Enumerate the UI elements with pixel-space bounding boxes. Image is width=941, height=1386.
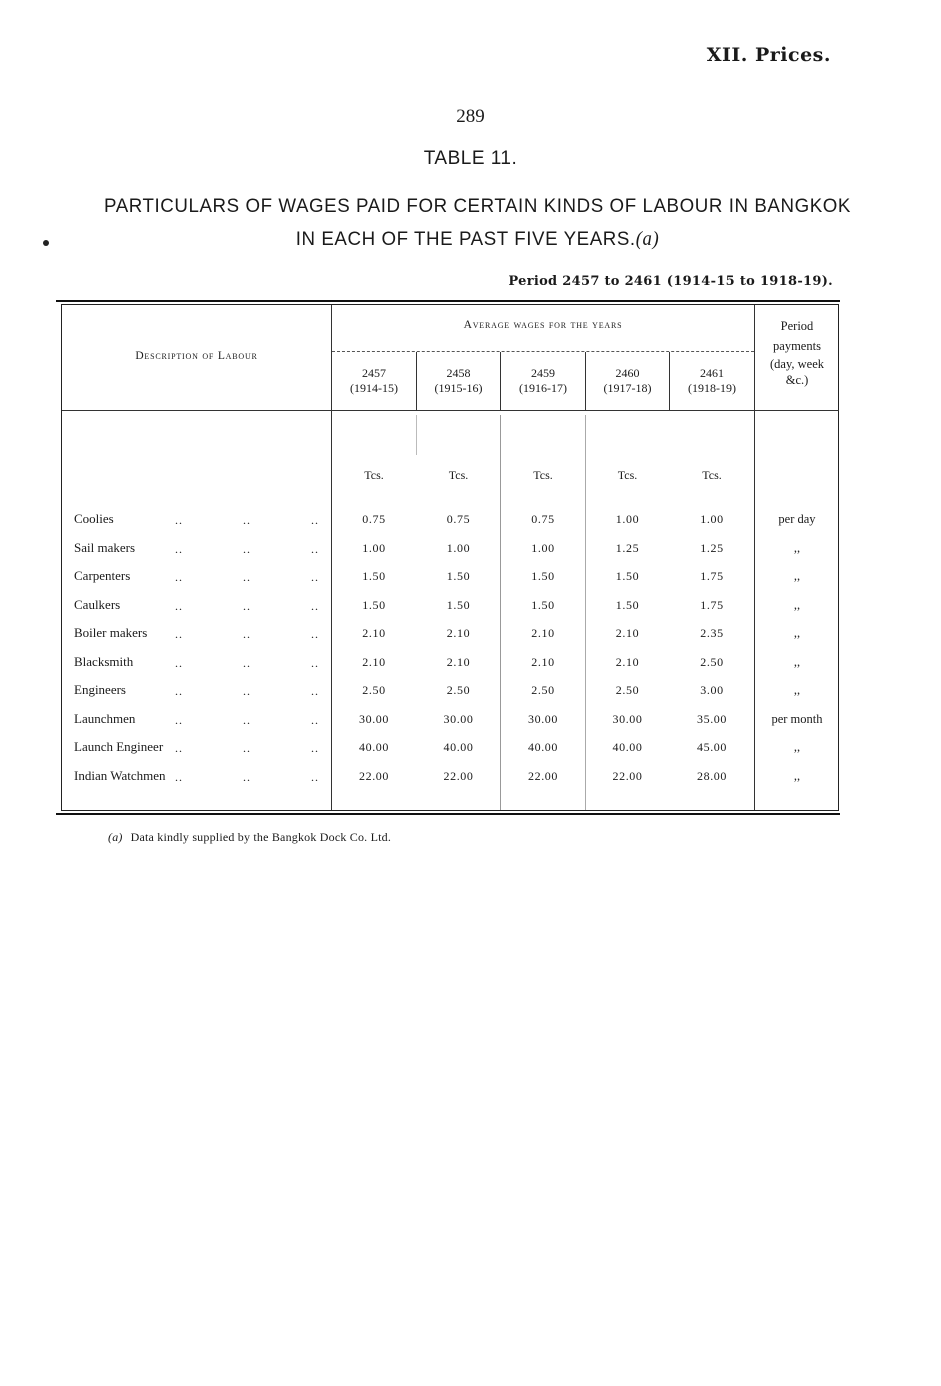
wage-cell: 1.00 bbox=[531, 541, 555, 555]
wage-cell: 40.00 bbox=[528, 740, 558, 754]
row-label: Engineers bbox=[74, 682, 126, 697]
year-ce: (1916-17) bbox=[519, 381, 567, 395]
period-cell: per month bbox=[771, 712, 823, 726]
leader-dots: .. bbox=[311, 599, 319, 613]
wage-cell: 2.50 bbox=[615, 683, 640, 697]
leader-dots: .. bbox=[243, 513, 251, 527]
leader-dots: .. bbox=[175, 542, 183, 556]
wage-cell: 2.50 bbox=[531, 683, 555, 697]
leader-dots: .. bbox=[175, 513, 183, 527]
leader-dots: .. bbox=[175, 656, 183, 670]
header-bottom-rule bbox=[62, 410, 839, 411]
leader-dots: .. bbox=[311, 713, 319, 727]
wage-cell: 2.10 bbox=[362, 655, 386, 669]
footnote-mark: (a) bbox=[108, 830, 123, 844]
wage-cell: 30.00 bbox=[528, 712, 558, 726]
leader-dots: .. bbox=[175, 741, 183, 755]
table-title-line-2 bbox=[77, 223, 879, 256]
period-cell: ,, bbox=[793, 598, 801, 612]
header-subrule bbox=[332, 351, 754, 352]
leader-dots: .. bbox=[243, 713, 251, 727]
wage-cell: 22.00 bbox=[612, 769, 643, 783]
period-cell: ,, bbox=[793, 569, 801, 583]
wage-cell: 30.00 bbox=[443, 712, 474, 726]
unit-label: Tcs. bbox=[533, 468, 553, 482]
leader-dots: .. bbox=[175, 599, 183, 613]
leader-dots: .. bbox=[311, 542, 319, 556]
leader-dots: .. bbox=[243, 599, 251, 613]
unit-label: Tcs. bbox=[617, 468, 638, 482]
wage-cell: 2.50 bbox=[700, 655, 724, 669]
wage-cell: 0.75 bbox=[446, 512, 471, 526]
wage-cell: 0.75 bbox=[362, 512, 386, 526]
leader-dots: .. bbox=[311, 570, 319, 584]
wage-cell: 1.50 bbox=[446, 598, 471, 612]
stray-ink-dot bbox=[43, 240, 49, 246]
leader-dots: .. bbox=[175, 770, 183, 784]
wage-cell: 1.50 bbox=[446, 569, 471, 583]
year-be: 2460 bbox=[615, 366, 640, 380]
running-head: XII. Prices. bbox=[706, 44, 831, 66]
wage-cell: 0.75 bbox=[531, 512, 555, 526]
leader-dots: .. bbox=[243, 570, 251, 584]
wage-cell: 28.00 bbox=[697, 769, 727, 783]
table-label: TABLE 11. bbox=[423, 148, 518, 169]
year-ce: (1914-15) bbox=[350, 381, 398, 395]
period-header-line: payments bbox=[773, 339, 821, 353]
leader-dots: .. bbox=[243, 627, 251, 641]
wage-cell: 2.10 bbox=[615, 655, 640, 669]
wage-cell: 1.50 bbox=[615, 598, 640, 612]
period-payments-header bbox=[755, 316, 839, 388]
period-cell: ,, bbox=[793, 655, 801, 669]
leader-dots: .. bbox=[311, 513, 319, 527]
wage-cell: 1.00 bbox=[362, 541, 386, 555]
wage-cell: 35.00 bbox=[697, 712, 727, 726]
year-ce: (1917-18) bbox=[603, 381, 652, 395]
leader-dots: .. bbox=[311, 770, 319, 784]
year-header-2459 bbox=[501, 366, 585, 396]
wage-cell: 2.10 bbox=[615, 626, 640, 640]
wage-cell: 30.00 bbox=[359, 712, 389, 726]
wage-cell: 2.10 bbox=[446, 655, 471, 669]
period-cell: ,, bbox=[793, 626, 801, 640]
unit-label: Tcs. bbox=[364, 468, 384, 482]
wage-cell: 40.00 bbox=[443, 740, 474, 754]
year-header-2460 bbox=[586, 366, 669, 396]
leader-dots: .. bbox=[311, 656, 319, 670]
leader-dots: .. bbox=[175, 627, 183, 641]
table-title-line-2-text: IN EACH OF THE PAST FIVE YEARS. bbox=[295, 228, 636, 250]
wage-cell: 22.00 bbox=[443, 769, 474, 783]
year-header-2461 bbox=[670, 366, 754, 396]
footnote-text: Data kindly supplied by the Bangkok Dock Co. Ltd. bbox=[130, 830, 392, 844]
year-be: 2461 bbox=[700, 366, 724, 380]
wage-cell: 40.00 bbox=[359, 740, 389, 754]
leader-dots: .. bbox=[311, 627, 319, 641]
wage-cell: 1.25 bbox=[700, 541, 724, 555]
period-cell: ,, bbox=[793, 683, 801, 697]
period-cell: ,, bbox=[793, 769, 801, 783]
year-ce: (1918-19) bbox=[688, 381, 736, 395]
footnote bbox=[108, 830, 391, 845]
page-number: 289 bbox=[456, 106, 485, 127]
wage-cell: 2.10 bbox=[446, 626, 471, 640]
row-label: Launchmen bbox=[74, 711, 136, 726]
year-be: 2459 bbox=[531, 366, 555, 380]
wage-cell: 1.50 bbox=[531, 598, 555, 612]
row-label: Carpenters bbox=[74, 568, 131, 583]
description-header: Description of Labour bbox=[135, 350, 258, 362]
year-header-2457 bbox=[332, 366, 416, 396]
average-wages-header: Average wages for the years bbox=[463, 319, 623, 331]
year-ce: (1915-16) bbox=[434, 381, 483, 395]
leader-dots: .. bbox=[175, 570, 183, 584]
wage-cell: 2.50 bbox=[446, 683, 471, 697]
leader-dots: .. bbox=[243, 770, 251, 784]
unit-label: Tcs. bbox=[702, 468, 722, 482]
leader-dots: .. bbox=[311, 684, 319, 698]
row-label: Coolies bbox=[74, 511, 114, 526]
year-be: 2458 bbox=[446, 366, 471, 380]
wage-cell: 1.25 bbox=[615, 541, 640, 555]
wage-cell: 1.50 bbox=[615, 569, 640, 583]
wage-cell: 2.10 bbox=[362, 626, 386, 640]
wage-cell: 1.75 bbox=[700, 569, 724, 583]
wage-cell: 2.35 bbox=[700, 626, 724, 640]
row-label: Sail makers bbox=[74, 540, 136, 555]
leader-dots: .. bbox=[243, 656, 251, 670]
row-label: Launch Engineer bbox=[74, 739, 164, 754]
table-title-line-1: PARTICULARS OF WAGES PAID FOR CERTAIN KINDS OF LABOUR IN BANGKOK bbox=[104, 195, 851, 217]
wage-cell: 2.10 bbox=[531, 655, 555, 669]
wage-cell: 2.10 bbox=[531, 626, 555, 640]
period-cell: per day bbox=[778, 512, 816, 526]
row-label: Caulkers bbox=[74, 597, 121, 612]
wage-cell: 2.50 bbox=[362, 683, 386, 697]
wage-cell: 1.50 bbox=[362, 598, 386, 612]
wage-cell: 22.00 bbox=[359, 769, 389, 783]
period-header-line: &c.) bbox=[785, 373, 809, 387]
wage-cell: 45.00 bbox=[697, 740, 727, 754]
wage-cell: 1.75 bbox=[700, 598, 724, 612]
wage-cell: 40.00 bbox=[612, 740, 643, 754]
leader-dots: .. bbox=[175, 684, 183, 698]
period-cell: ,, bbox=[793, 541, 801, 555]
leader-dots: .. bbox=[243, 741, 251, 755]
wage-cell: 1.50 bbox=[362, 569, 386, 583]
unit-label: Tcs. bbox=[448, 468, 469, 482]
period-line: Period 2457 to 2461 (1914-15 to 1918-19). bbox=[508, 274, 833, 289]
period-header-line: Period bbox=[780, 319, 814, 333]
wage-cell: 1.50 bbox=[531, 569, 555, 583]
leader-dots: .. bbox=[311, 741, 319, 755]
row-label: Indian Watchmen bbox=[74, 768, 166, 783]
leader-dots: .. bbox=[243, 684, 251, 698]
column-rule bbox=[416, 415, 417, 455]
title-note-ref: (a) bbox=[635, 229, 660, 250]
wage-cell: 1.00 bbox=[615, 512, 640, 526]
row-label: Blacksmith bbox=[74, 654, 134, 669]
period-cell: ,, bbox=[793, 740, 801, 754]
leader-dots: .. bbox=[175, 713, 183, 727]
table-title bbox=[77, 190, 879, 256]
row-label: Boiler makers bbox=[74, 625, 148, 640]
wage-cell: 1.00 bbox=[700, 512, 724, 526]
wage-cell: 30.00 bbox=[612, 712, 643, 726]
wage-cell: 3.00 bbox=[700, 683, 724, 697]
wage-cell: 1.00 bbox=[446, 541, 471, 555]
period-header-line: (day, week bbox=[769, 357, 825, 371]
year-header-2458 bbox=[417, 366, 500, 396]
wage-cell: 22.00 bbox=[528, 769, 558, 783]
leader-dots: .. bbox=[243, 542, 251, 556]
year-be: 2457 bbox=[362, 366, 386, 380]
